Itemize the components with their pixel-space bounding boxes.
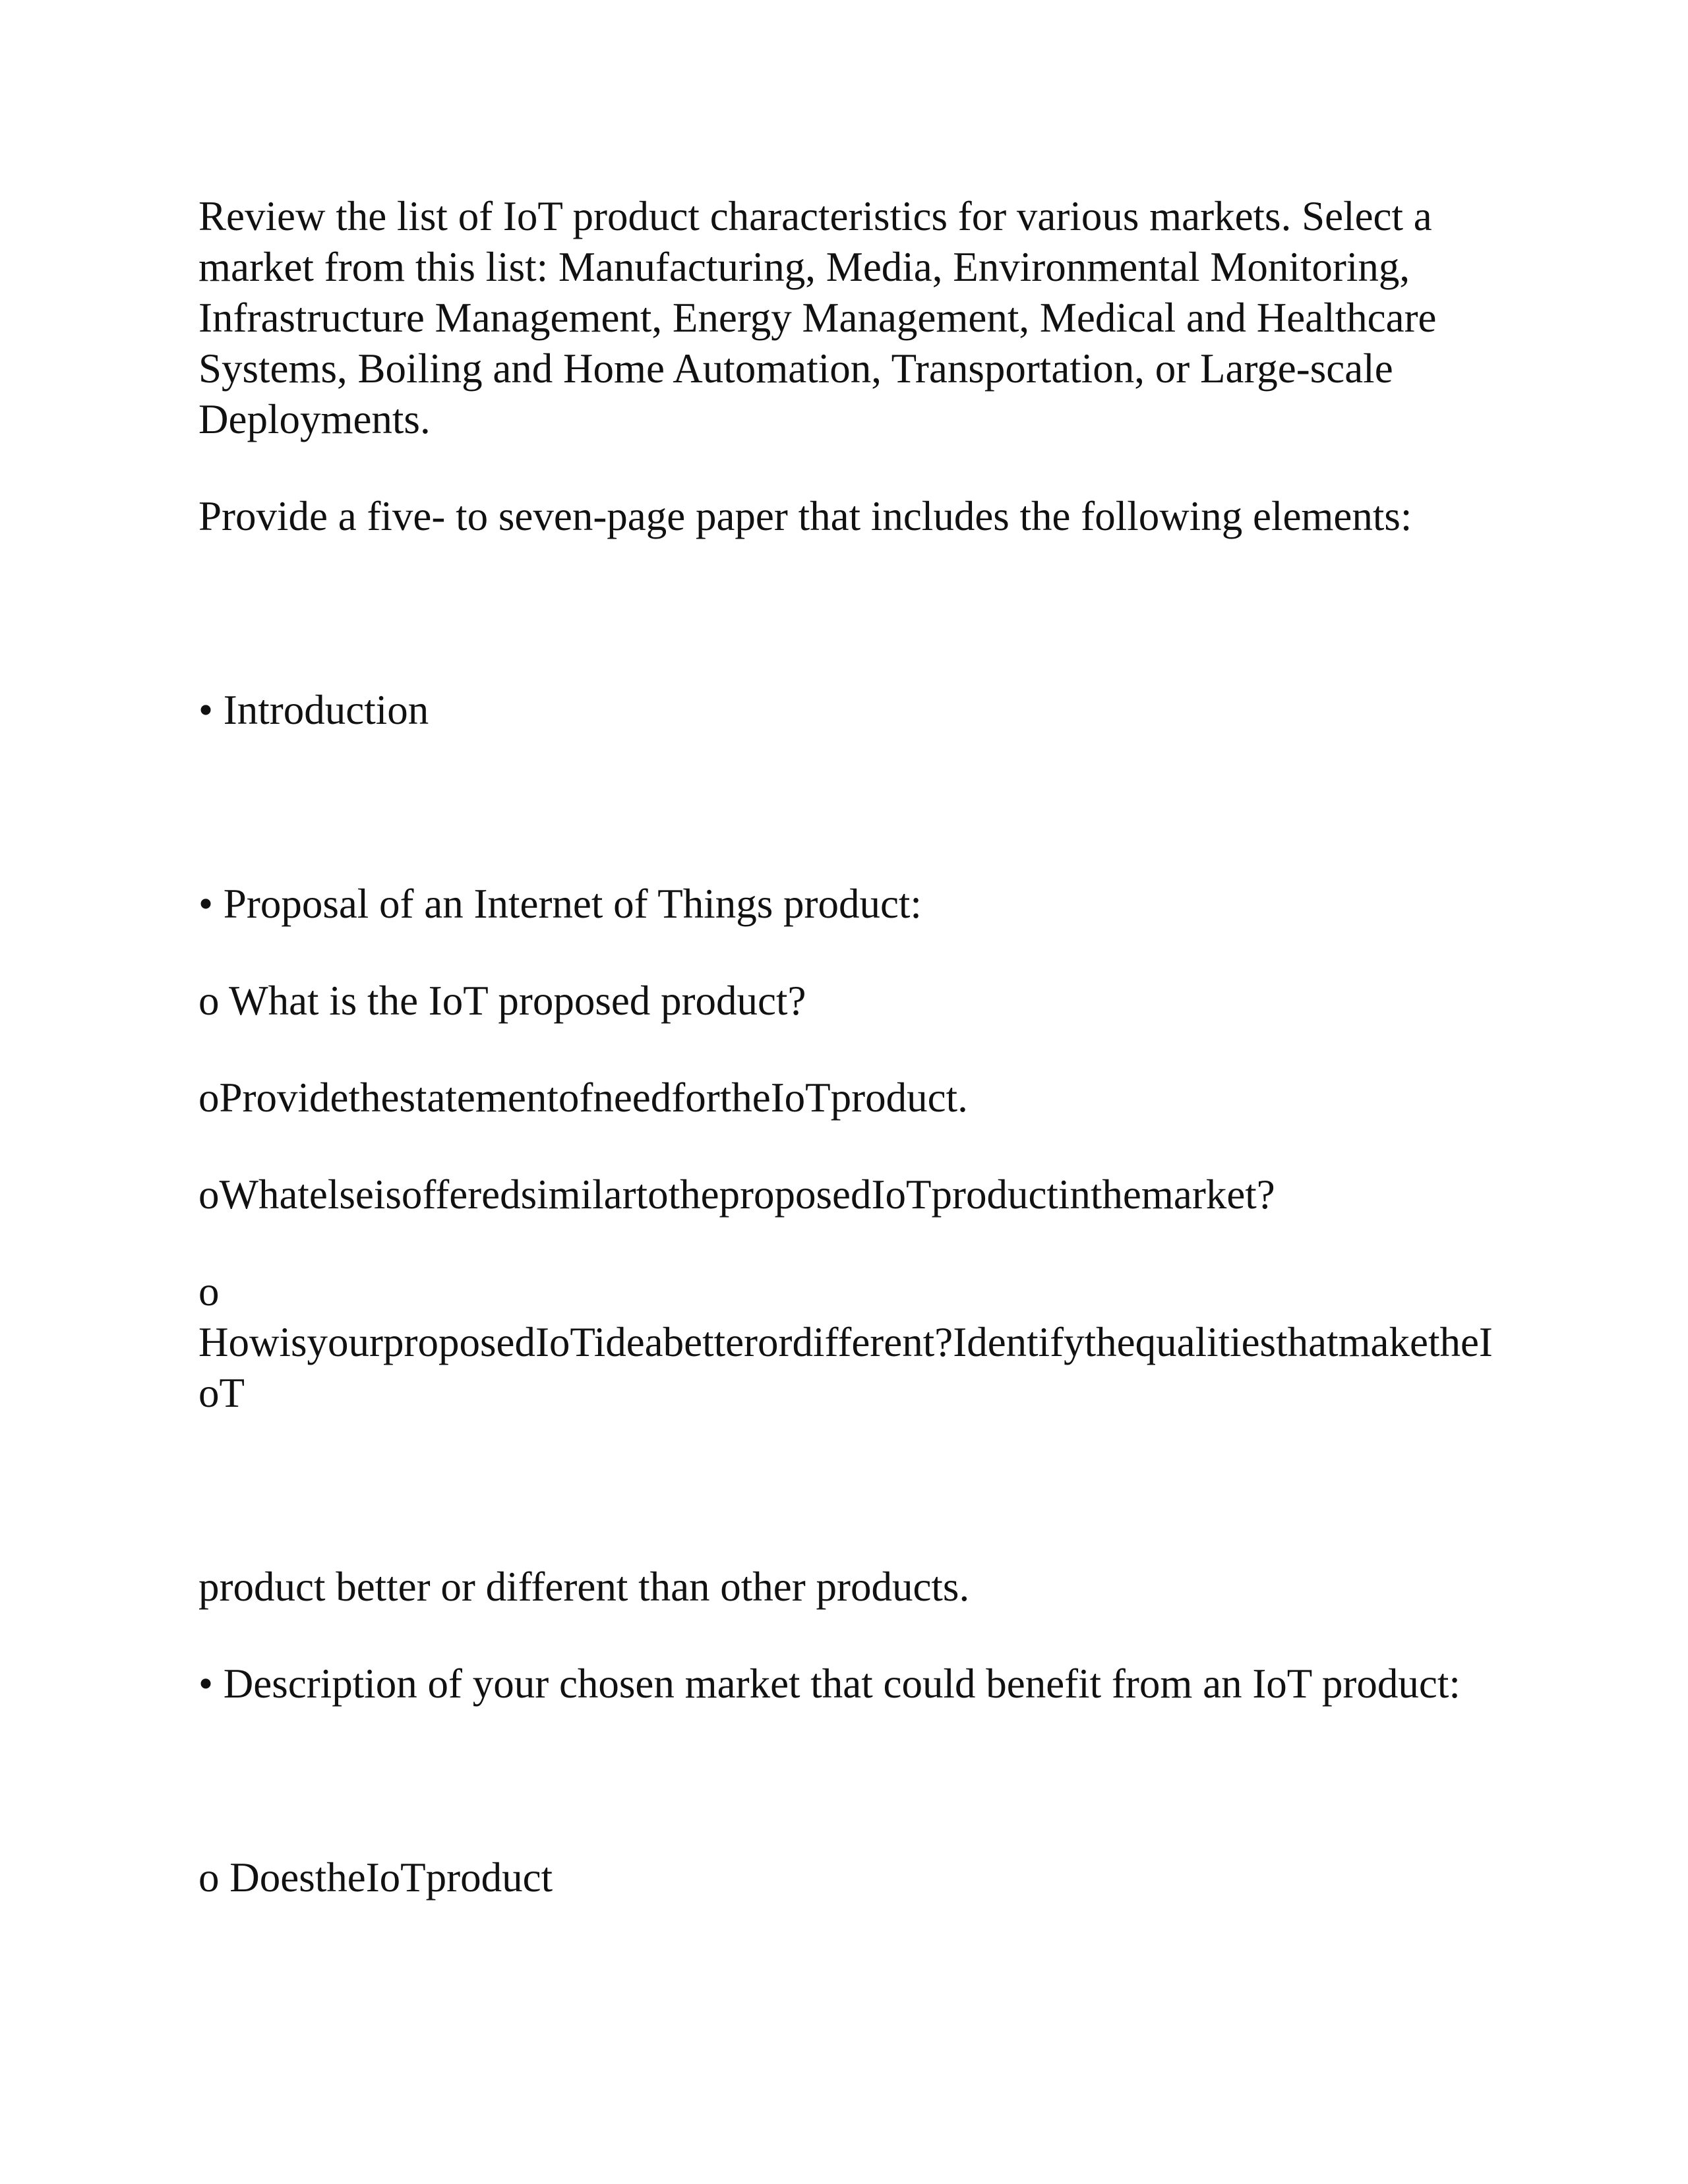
sub-item-similar-offerings: oWhatelseisofferedsimilartotheproposedIoTproductinthemarket? — [198, 1171, 1275, 1218]
sub-item-statement-of-need: oProvidethestatementofneedfortheIoTproduct. — [198, 1075, 968, 1121]
sub-item-better-or-different: HowisyourproposedIoTideabetterordifferent?IdentifythequalitiesthatmaketheIoT — [198, 1319, 1493, 1416]
document-body — [198, 191, 1511, 1903]
sub-item-proposed-product: o What is the IoT proposed product? — [198, 978, 806, 1024]
continuation-line: product better or different than other products. — [198, 1564, 970, 1610]
bullet-market-description: • Description of your chosen market that could benefit from an IoT product: — [198, 1661, 1461, 1707]
bullet-proposal: • Proposal of an Internet of Things product: — [198, 881, 922, 927]
paper-requirements-paragraph: Provide a five- to seven-page paper that includes the following elements: — [198, 493, 1412, 539]
bullet-introduction: • Introduction — [198, 687, 429, 733]
sub-item-iot-product: o DoestheIoTproduct — [198, 1854, 553, 1901]
sub-item-marker: o — [198, 1268, 220, 1314]
intro-paragraph: Review the list of IoT product characteristics for various markets. Select a market from this list: Manufacturing, Media, Environmental Monitoring, Infrastructure Management, Energy Management, Medical and Healthcare Systems, Boiling and Home Automation, Transportation, or Large-scale Deployments. — [198, 193, 1437, 442]
